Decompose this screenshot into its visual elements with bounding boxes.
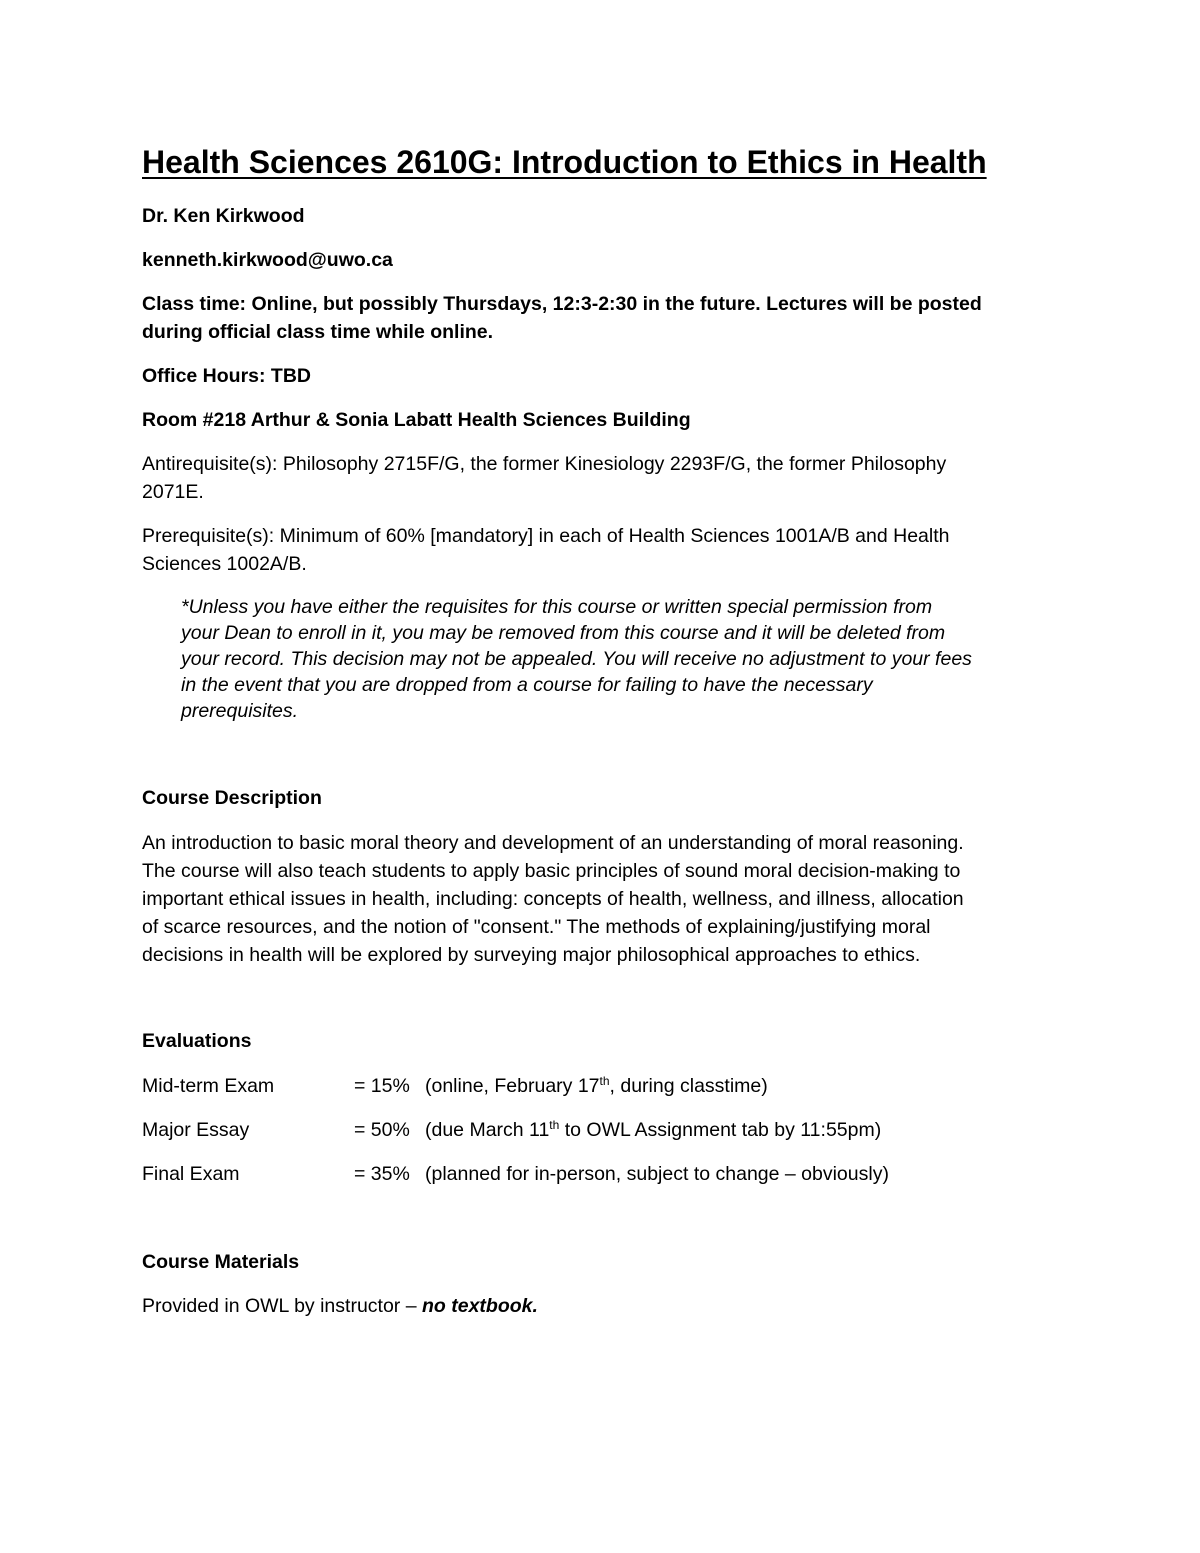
antirequisites-line-1: Antirequisite(s): Philosophy 2715F/G, the former Kinesiology 2293F/G, the former Philosophy [142, 453, 947, 475]
evaluation-weight: = 35% [354, 1163, 410, 1185]
course-description-line: decisions in health will be explored by surveying major philosophical approaches to ethics. [142, 944, 921, 966]
evaluation-item: Final Exam [142, 1163, 240, 1185]
requisite-note-line: *Unless you have either the requisites for this course or written special permission from [181, 596, 933, 618]
prerequisites [142, 522, 950, 578]
class-time-line-1: Class time: Online, but possibly Thursdays, 12:3-2:30 in the future. Lectures will be posted [142, 293, 982, 315]
course-description-body [142, 829, 964, 969]
room-location: Room #218 Arthur & Sonia Labatt Health Sciences Building [142, 409, 691, 431]
evaluation-weight: = 15% [354, 1075, 410, 1097]
course-description-line: important ethical issues in health, including: concepts of health, wellness, and illness, allocation [142, 888, 964, 910]
instructor-name: Dr. Ken Kirkwood [142, 205, 305, 227]
course-materials-heading: Course Materials [142, 1251, 300, 1273]
requisite-note-line: your record. This decision may not be appealed. You will receive no adjustment to your fees [181, 648, 972, 670]
evaluation-item: Major Essay [142, 1119, 250, 1141]
antirequisites [142, 450, 946, 506]
requisite-note-line: in the event that you are dropped from a course for failing to have the necessary [181, 674, 873, 696]
course-description-line: An introduction to basic moral theory and development of an understanding of moral reasoning. [142, 832, 964, 854]
prerequisites-line-2: Sciences 1002A/B. [142, 553, 307, 575]
requisite-note [181, 594, 972, 724]
evaluation-item: Mid-term Exam [142, 1075, 275, 1097]
evaluation-row-essay [142, 1116, 1102, 1144]
requisite-note-line: prerequisites. [181, 700, 299, 722]
class-time [142, 290, 982, 346]
evaluation-detail: (online, February 17th, during classtime) [425, 1074, 768, 1097]
course-description-line: of scarce resources, and the notion of "consent." The methods of explaining/justifying moral [142, 916, 931, 938]
no-textbook-emphasis: no textbook. [421, 1295, 538, 1317]
antirequisites-line-2: 2071E. [142, 481, 204, 503]
evaluation-detail: (planned for in-person, subject to change – obviously) [425, 1163, 889, 1185]
requisite-note-line: your Dean to enroll in it, you may be removed from this course and it will be deleted from [181, 622, 946, 644]
evaluation-row-midterm [142, 1072, 1102, 1100]
evaluation-weight: = 50% [354, 1119, 410, 1141]
page-title: Health Sciences 2610G: Introduction to Ethics in Health [142, 144, 987, 180]
course-description-line: The course will also teach students to apply basic principles of sound moral decision-making to [142, 860, 961, 882]
course-description-heading: Course Description [142, 787, 322, 809]
course-materials-prefix: Provided in OWL by instructor – [142, 1295, 422, 1317]
evaluations-heading: Evaluations [142, 1030, 252, 1052]
instructor-email: kenneth.kirkwood@uwo.ca [142, 249, 393, 271]
class-time-line-2: during official class time while online. [142, 321, 494, 343]
office-hours: Office Hours: TBD [142, 365, 312, 387]
course-materials-text [142, 1292, 538, 1320]
evaluation-detail: (due March 11th to OWL Assignment tab by 11:55pm) [425, 1118, 882, 1141]
prerequisites-line-1: Prerequisite(s): Minimum of 60% [mandatory] in each of Health Sciences 1001A/B and Health [142, 525, 950, 547]
evaluation-row-final [142, 1160, 1102, 1188]
